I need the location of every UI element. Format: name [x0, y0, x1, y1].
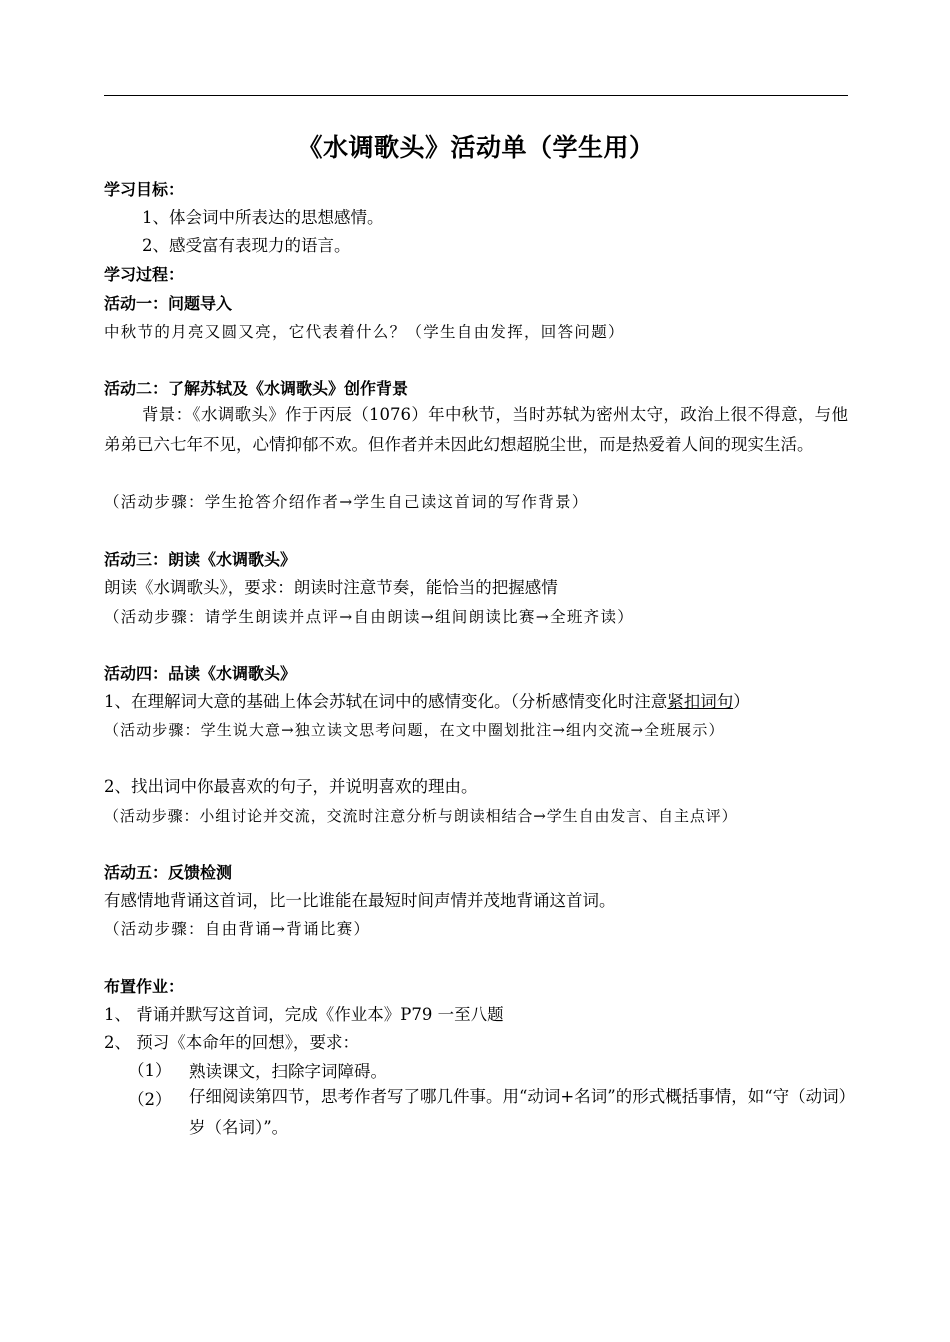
homework-item-1: 1、 背诵并默写这首词，完成《作业本》P79 一至八题: [104, 1005, 504, 1024]
activity3-heading: 活动三：朗读《水调歌头》: [104, 550, 297, 569]
activity1-text: 中秋节的月亮又圆又亮，它代表着什么？（学生自由发挥，回答问题）: [104, 323, 625, 341]
process-heading: 学习过程：: [104, 265, 185, 284]
activity4-item1: [104, 691, 750, 713]
activity2-background: [104, 400, 848, 460]
activity4-item1-underlined: 紧扣词句: [667, 692, 734, 711]
homework-sub2-text: 仔细阅读第四节，思考作者写了哪几件事。用“动词+名词”的形式概括事情，如“守（动词）岁（名词）”。: [189, 1087, 847, 1137]
activity4-heading: 活动四：品读《水调歌头》: [104, 664, 297, 683]
activity1-heading: 活动一：问题导入: [104, 294, 233, 313]
activity2-background-text: 背景：《水调歌头》作于丙辰（1076）年中秋节，当时苏轼为密州太守，政治上很不得意，与他弟弟已六七年不见，心情抑郁不欢。但作者并未因此幻想超脱尘世，而是热爱着人间的现实生活。: [104, 405, 848, 454]
homework-sub1-number: （1）: [128, 1061, 172, 1080]
activity4-item2-steps: （活动步骤：小组讨论并交流，交流时注意分析与朗读相结合→学生自由发言、自主点评）: [104, 807, 738, 825]
homework-item-2: 2、 预习《本命年的回想》，要求：: [104, 1033, 359, 1052]
goal-item-2: 2、感受富有表现力的语言。: [142, 236, 351, 255]
header-rule: [104, 95, 848, 96]
activity5-text: 有感情地背诵这首词，比一比谁能在最短时间声情并茂地背诵这首词。: [104, 891, 616, 910]
activity4-item1-close: ）: [733, 692, 750, 711]
activity5-heading: 活动五：反馈检测: [104, 863, 233, 882]
activity3-text: 朗读《水调歌头》，要求：朗读时注意节奏，能恰当的把握感情: [104, 578, 558, 597]
homework-sub1-text: 熟读课文，扫除字词障碍。: [189, 1062, 387, 1081]
goal-item-1: 1、体会词中所表达的思想感情。: [142, 208, 384, 227]
activity2-steps: （活动步骤：学生抢答介绍作者→学生自己读这首词的写作背景）: [104, 493, 589, 511]
activity4-item1-text: 1、在理解词大意的基础上体会苏轼在词中的感情变化。（分析感情变化时注意: [104, 692, 668, 711]
homework-heading: 布置作业：: [104, 977, 185, 996]
activity4-item2: 2、找出词中你最喜欢的句子，并说明喜欢的理由。: [104, 777, 478, 796]
activity5-steps: （活动步骤：自由背诵→背诵比赛）: [104, 920, 371, 938]
activity4-item1-steps: （活动步骤：学生说大意→独立读文思考问题，在文中圈划批注→组内交流→全班展示）: [104, 721, 725, 739]
activity2-heading: 活动二：了解苏轼及《水调歌头》创作背景: [104, 379, 409, 398]
activity3-steps: （活动步骤：请学生朗读并点评→自由朗读→组间朗读比赛→全班齐读）: [104, 608, 635, 626]
homework-sub2-number: （2）: [128, 1090, 172, 1109]
goals-heading: 学习目标：: [104, 180, 185, 199]
page-title: 《水调歌头》活动单（学生用）: [297, 133, 655, 162]
